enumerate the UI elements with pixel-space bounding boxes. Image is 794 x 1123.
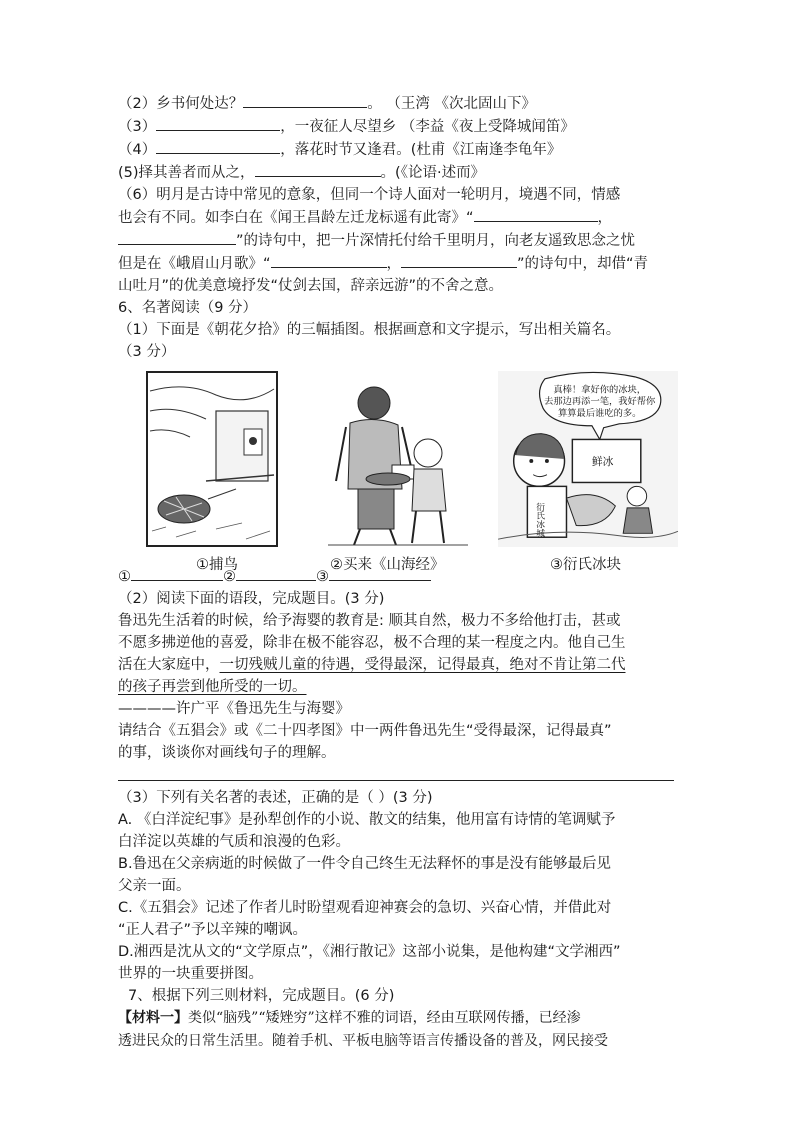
material-1-line-1: 【材料一】类似“脑残”“矮矬穷”这样不雅的词语，经由互联网传播，已经渗	[118, 1010, 581, 1026]
option-b-line-2: 父亲一面。	[118, 878, 191, 894]
answer-blank[interactable]	[243, 92, 367, 108]
answer-blank[interactable]	[255, 161, 381, 177]
answer-blank[interactable]	[156, 115, 280, 131]
q5-line-4: （4） ，落花时节又逢君。(杜甫《江南逢李龟年》	[118, 138, 678, 161]
option-a-line-2: 白洋淀以英雄的气质和浪漫的色彩。	[118, 834, 350, 850]
answer-blank[interactable]	[156, 138, 280, 154]
q6-part2-question-1: 请结合《五猖会》或《二十四孝图》中一两件鲁迅先生“受得最深，记得最真”	[118, 723, 612, 739]
passage-line-1: 鲁迅先生活着的时候，给予海婴的教育是: 顺其自然，极力不多给他打击，甚或	[118, 613, 621, 629]
illustration-shanhaijing	[328, 371, 468, 547]
passage-source: ————许广平《鲁迅先生与海婴》	[118, 701, 350, 717]
q5-line-2: （2）乡书何处达？ 。 （王湾 《次北固山下》	[118, 92, 678, 115]
q6-part1-line1: （1）下面是《朝花夕拾》的三幅插图。根据画意和文字提示，写出相关篇名。	[118, 322, 621, 338]
answer-blank[interactable]	[474, 206, 598, 222]
underlined-sentence: 的孩子再尝到他所受的一切。	[118, 679, 307, 695]
q5-line-6e: 山吐月”的优美意境抒发“仗剑去国，辞亲远游”的不舍之意。	[118, 278, 504, 294]
q6-part3-title: （3）下列有关名著的表述，正确的是（ ）(3 分)	[118, 790, 433, 806]
passage-line-2: 不愿多拂逆他的喜爱，除非在极不能容忍，极不合理的某一程度之内。他自己生	[118, 635, 626, 651]
illustration-ice-shop	[496, 371, 680, 547]
q5-line-3: （3） ，一夜征人尽望乡 （李益《夜上受降城闻笛》	[118, 115, 678, 138]
option-c-line-1: C.《五猖会》记述了作者儿时盼望观看迎神赛会的急切、兴奋心情，并借此对	[118, 900, 612, 916]
speech-bubble-line-1: 真棒！拿好你的冰块，	[553, 384, 647, 396]
option-d-line-2: 世界的一块重要拼图。	[118, 966, 263, 982]
illustration-bird-catching	[146, 371, 278, 547]
underlined-sentence: 一切残贼儿童的待遇，受得最深，记得最真，绝对不肯让第二代	[219, 657, 626, 673]
exam-page	[118, 92, 678, 1053]
answer-blank[interactable]	[118, 229, 236, 245]
q7-title: 7、根据下列三则材料，完成题目。(6 分)	[128, 988, 395, 1004]
option-b-line-1: B.鲁迅在父亲病逝的时候做了一件令自己终生无法释怀的事是没有能够最后见	[118, 856, 612, 872]
option-d-line-1: D.湘西是沈从文的“文学原点”，《湘行散记》这部小说集，是他构建“文学湘西”	[118, 944, 621, 960]
caption-1: ①捕鸟	[196, 557, 238, 573]
caption-3: ③衍氏冰块	[550, 557, 621, 573]
q6-part1-line2: （3 分）	[118, 344, 176, 360]
speech-bubble-line-3: 算算最后谁吃的多。	[558, 407, 642, 419]
q6-part2-question-2: 的事，谈谈你对画线句子的理解。	[118, 745, 336, 761]
q5-line-6d: 但是在《峨眉山月歌》“ ， ”的诗句中，却借“青	[118, 252, 678, 275]
shop-sign-2: 鲜冰	[591, 454, 614, 468]
passage-line-4	[118, 676, 678, 698]
material-1-line-2: 透进民众的日常生活里。随着手机、平板电脑等语言传播设备的普及，网民接受	[118, 1033, 608, 1049]
q5-line-5: (5)择其善者而从之， 。(《论语·述而》	[118, 161, 678, 184]
speech-bubble-line-2: 去那边再添一笔，我好帮你	[544, 396, 656, 408]
q5-line-6c: ”的诗句中，把一片深情托付给千里明月，向老友遥致思念之忧	[118, 229, 678, 252]
q5-line-6b: 也会有不同。如李白在《闻王昌龄左迁龙标遥有此寄》“ ，	[118, 206, 678, 229]
answer-blank[interactable]	[271, 252, 387, 268]
q6-part2-title: （2）阅读下面的语段，完成题目。(3 分)	[118, 591, 385, 607]
q6-part1-answers: ① ② ③	[118, 565, 678, 588]
answer-blank[interactable]	[401, 252, 517, 268]
option-c-line-2: “正人君子”予以辛辣的嘲讽。	[118, 922, 308, 938]
q6-title: 6、名著阅读（9 分）	[118, 300, 258, 316]
answer-line[interactable]	[118, 768, 674, 781]
illustrations	[118, 367, 696, 577]
q5-line-6a: （6）明月是古诗中常见的意象，但同一个诗人面对一轮明月，境遇不同，情感	[118, 187, 621, 203]
option-a-line-1: A. 《白洋淀纪事》是孙犁创作的小说、散文的结集，他用富有诗情的笔调赋予	[118, 812, 616, 828]
passage-line-3: 活在大家庭中，一切残贼儿童的待遇，受得最深，记得最真，绝对不肯让第二代	[118, 657, 626, 673]
caption-2: ②买来《山海经》	[330, 557, 445, 573]
shop-sign-1: 衍氏冰城	[534, 502, 545, 538]
